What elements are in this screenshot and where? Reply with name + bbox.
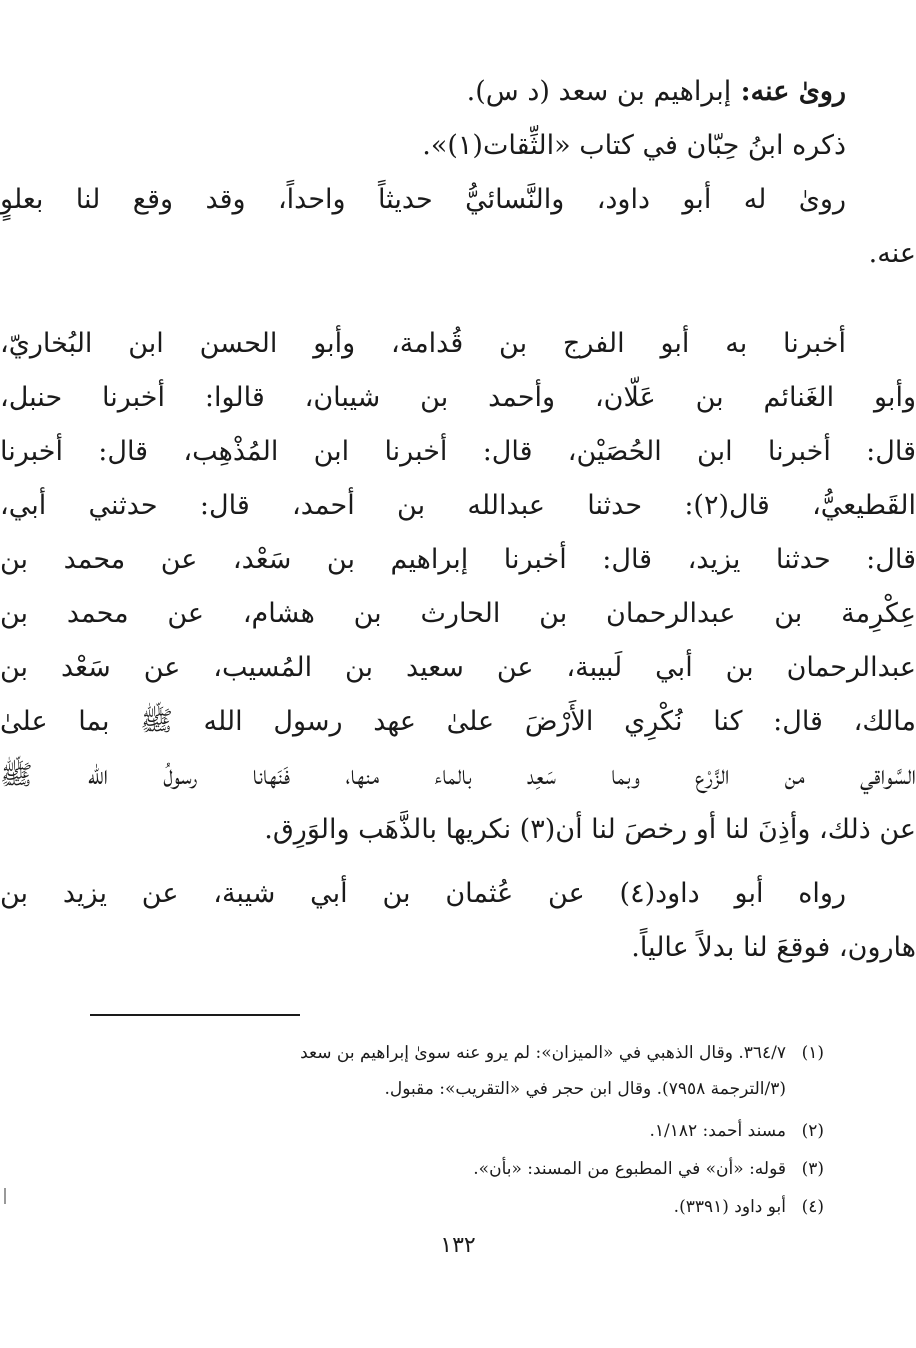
body-line-12: مالك، قال: كنا نُكْرِي الأَرْضَ علىٰ عهد رسول الله ﷺ بما علىٰ	[0, 706, 916, 737]
footnote-text: أبو داود (٣٣٩١).	[673, 1197, 786, 1217]
footnote-number: (١)	[801, 1043, 824, 1063]
footnote-1	[90, 1040, 824, 1066]
page-number: ١٣٢	[440, 1233, 476, 1258]
body-line-10: عِكْرِمة بن عبدالرحمان بن الحارث بن هشام، عن محمد بن	[0, 598, 916, 629]
body-line-6: وأبو الغَنائم بن عَلّان، وأحمد بن شيبان، قالوا: أخبرنا حنبل،	[0, 382, 916, 413]
body-line-9: قال: حدثنا يزيد، قال: أخبرنا إبراهيم بن سَعْد، عن محمد بن	[0, 544, 916, 575]
footnote-1-continued	[90, 1076, 786, 1102]
footnote-3	[90, 1156, 824, 1182]
body-line-3: روىٰ له أبو داود، والنَّسائيُّ حديثاً واحداً، وقد وقع لنا بعلوٍ	[0, 184, 846, 215]
body-line-8: القَطيعيُّ، قال(٢): حدثنا عبدالله بن أحمد، قال: حدثني أبي،	[0, 490, 916, 521]
footnote-number: (٢)	[801, 1121, 824, 1141]
riwaya-label: روىٰ عنه:	[731, 76, 846, 107]
body-line-2: ذكره ابنُ حِبّان في كتاب «الثِّقات(١)».	[422, 130, 846, 161]
scan-edge-mark	[4, 1188, 6, 1204]
body-line-1: روىٰ عنه: إبراهيم بن سعد (د س).	[466, 76, 846, 107]
body-line-5: أخبرنا به أبو الفرج بن قُدامة، وأبو الحسن ابن البُخاريّ،	[0, 328, 846, 359]
body-line-15: رواه أبو داود(٤) عن عُثمان بن أبي شيبة، عن يزيد بن	[0, 878, 846, 909]
footnote-number: (٤)	[801, 1197, 824, 1217]
footnote-text: (٣/الترجمة ٧٩٥٨). وقال ابن حجر في «التقريب»: مقبول.	[384, 1079, 786, 1099]
footnote-text: قوله: «أن» في المطبوع من المسند: «بأن».	[473, 1159, 786, 1179]
body-line-16: هارون، فوقعَ لنا بدلاً عالياً.	[631, 932, 916, 963]
footnote-number: (٣)	[801, 1159, 824, 1179]
body-line-13: السَّواقي من الزَّرْع وبما سَعِد بالماء منها، فَنَهانا رسولُ الله ﷺ	[0, 760, 916, 791]
footnote-text: ٣٦٤/٧. وقال الذهبي في «الميزان»: لم يرو عنه سوىٰ إبراهيم بن سعد	[300, 1043, 786, 1063]
body-line-7: قال: أخبرنا ابن الحُصَيْن، قال: أخبرنا ابن المُذْهِب، قال: أخبرنا	[0, 436, 916, 467]
footnote-2	[90, 1118, 824, 1144]
body-line-4: عنه.	[868, 238, 916, 269]
footnote-divider	[90, 1014, 300, 1016]
footnote-text: مسند أحمد: ١/١٨٢.	[649, 1121, 786, 1141]
body-line-14: عن ذلك، وأذِنَ لنا أو رخصَ لنا أن(٣) نكريها بالذَّهَب والوَرِق.	[264, 814, 916, 845]
footnote-4	[90, 1194, 824, 1220]
body-line-11: عبدالرحمان بن أبي لَبيبة، عن سعيد بن المُسيب، عن سَعْد بن	[0, 652, 916, 683]
